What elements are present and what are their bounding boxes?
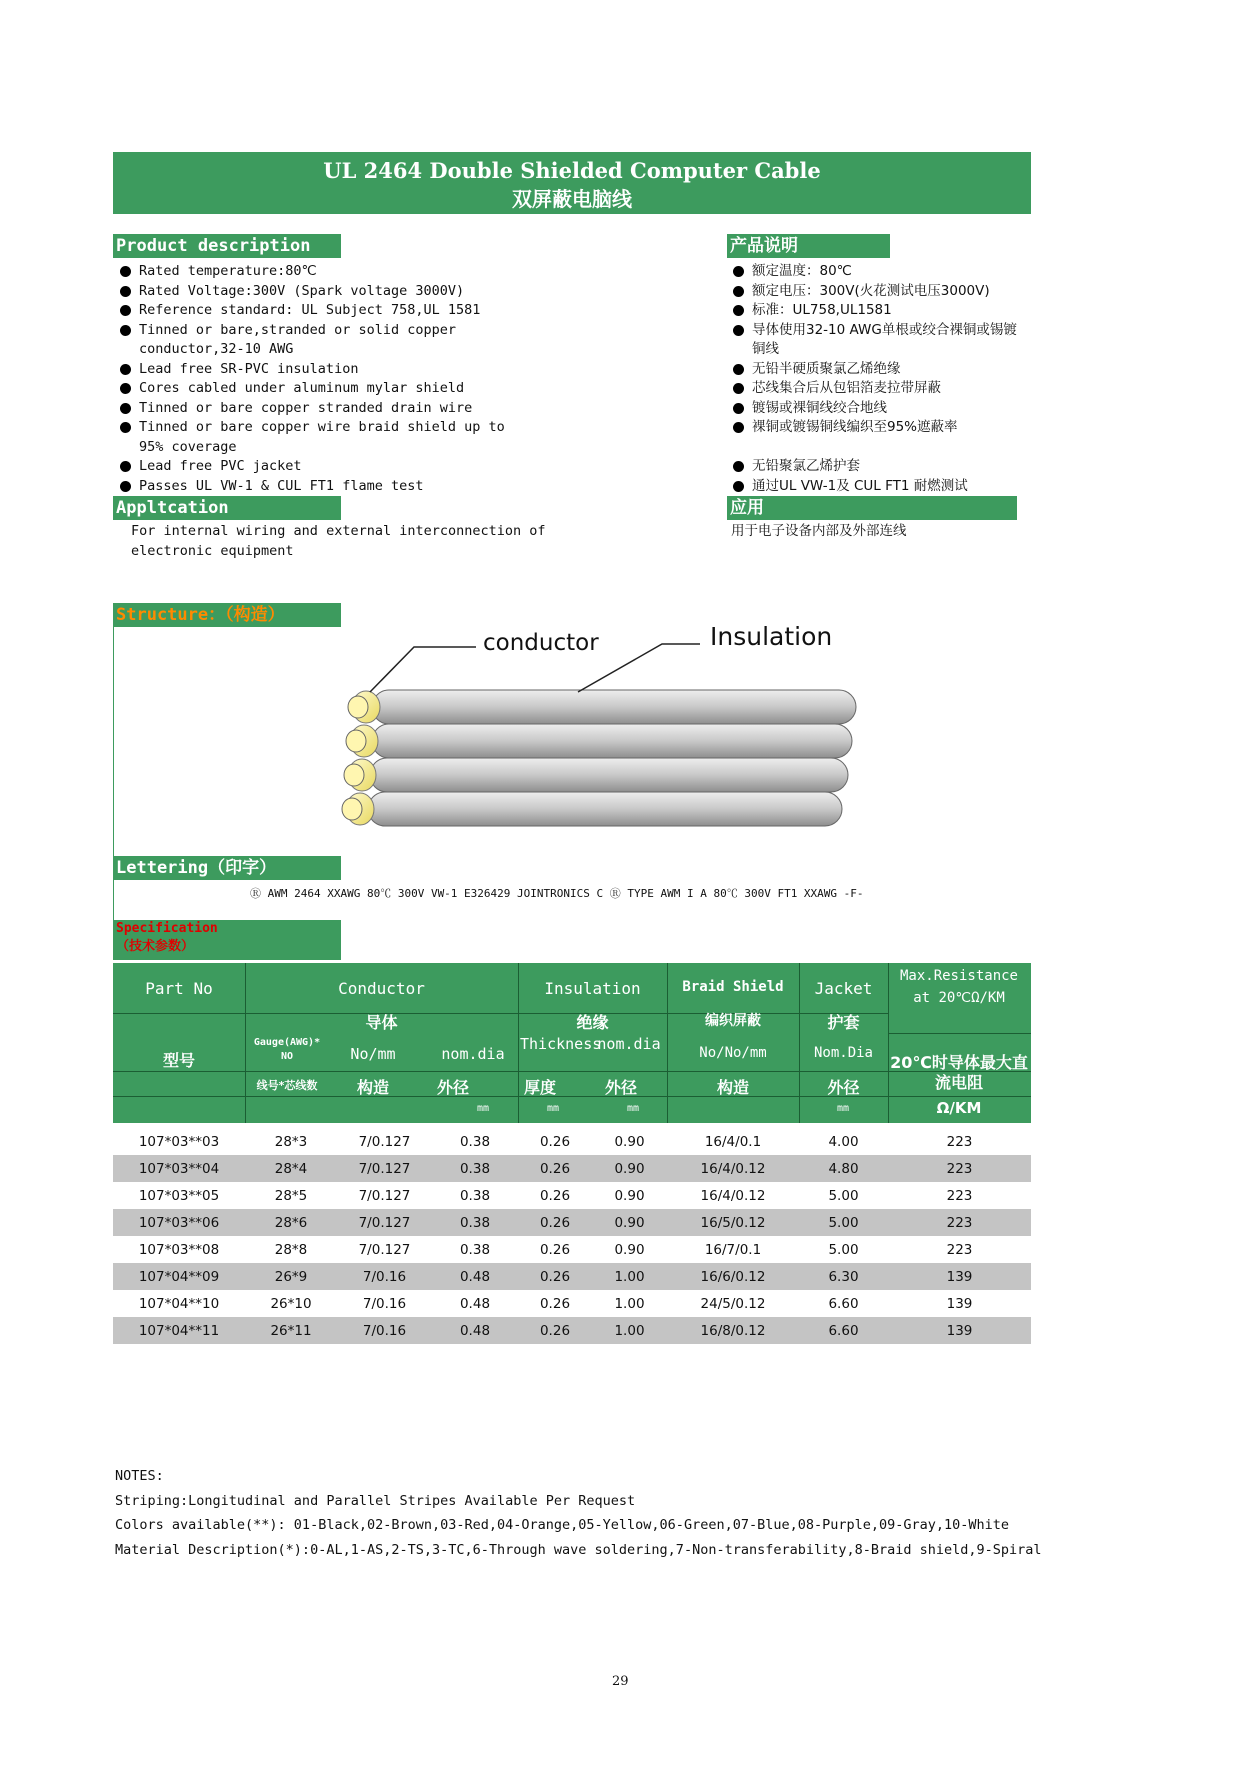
unit-mm: mm bbox=[626, 1103, 640, 1114]
table-cell: 16/8/0.12 bbox=[667, 1317, 799, 1344]
table-cell: 0.90 bbox=[592, 1155, 667, 1182]
table-cell: 0.90 bbox=[614, 1241, 645, 1258]
table-cell: 139 bbox=[888, 1317, 1031, 1344]
specification-heading-zh: （技术参数） bbox=[116, 939, 195, 954]
table-cell: 0.26 bbox=[518, 1317, 592, 1344]
table-cell: 24/5/0.12 bbox=[700, 1295, 766, 1312]
header-braid-sub: No/No/mm bbox=[699, 1045, 767, 1061]
unit-mm: mm bbox=[476, 1103, 490, 1114]
table-cell: 6.30 bbox=[799, 1263, 888, 1290]
table-cell: 16/4/0.1 bbox=[704, 1133, 762, 1150]
list-item: Cores cabled under aluminum mylar shield bbox=[116, 379, 526, 399]
table-cell: 7/0.127 bbox=[358, 1187, 411, 1204]
header-conductor-zh: 导体 bbox=[365, 1013, 398, 1032]
table-cell: 0.90 bbox=[592, 1209, 667, 1236]
table-cell: 7/0.127 bbox=[358, 1133, 411, 1150]
table-cell: 4.80 bbox=[799, 1155, 888, 1182]
table-cell: 0.38 bbox=[459, 1133, 491, 1150]
table-cell: 1.00 bbox=[592, 1263, 667, 1290]
table-cell: 7/0.16 bbox=[337, 1317, 432, 1344]
header-nom-dia: nom.dia bbox=[441, 1045, 505, 1063]
table-cell: 223 bbox=[888, 1155, 1031, 1182]
table-cell: 28*5 bbox=[274, 1187, 308, 1204]
header-resistance-unit: Ω/KM bbox=[936, 1099, 982, 1117]
table-cell: 26*10 bbox=[270, 1295, 312, 1312]
table-cell: 0.26 bbox=[518, 1155, 592, 1182]
header-conductor: Conductor bbox=[338, 979, 425, 998]
application-text-en: For internal wiring and external interconnection of electronic equipment bbox=[131, 523, 546, 559]
table-cell: 6.60 bbox=[828, 1295, 859, 1312]
cable-structure-diagram bbox=[330, 620, 890, 830]
title-zh: 双屏蔽电脑线 bbox=[512, 187, 632, 211]
table-cell: 16/4/0.12 bbox=[700, 1187, 766, 1204]
table-cell: 0.90 bbox=[614, 1133, 645, 1150]
spec-table-header bbox=[113, 963, 1031, 1123]
header-part-no: Part No bbox=[145, 979, 213, 998]
table-cell: 6.60 bbox=[799, 1317, 888, 1344]
notes-heading: NOTES: bbox=[115, 1468, 164, 1484]
header-insulation: Insulation bbox=[544, 979, 641, 998]
table-cell: 0.26 bbox=[539, 1295, 571, 1312]
table-cell: 4.00 bbox=[828, 1133, 859, 1150]
table-cell: 0.26 bbox=[539, 1241, 571, 1258]
header-no-mm: No/mm bbox=[350, 1045, 396, 1063]
unit-mm: mm bbox=[836, 1103, 850, 1114]
table-row bbox=[113, 1263, 1031, 1290]
table-cell: 7/0.127 bbox=[337, 1155, 432, 1182]
wire-3 bbox=[344, 758, 848, 792]
structure-divider bbox=[113, 627, 114, 862]
table-cell: 0.90 bbox=[614, 1187, 645, 1204]
table-cell: 0.26 bbox=[518, 1263, 592, 1290]
list-item: 芯线集合后从包铝箔麦拉带屏蔽 bbox=[729, 379, 1029, 399]
list-item: 通过UL VW-1及 CUL FT1 耐燃测试 bbox=[729, 477, 1029, 497]
header-ins-nom-dia-zh: 外径 bbox=[604, 1078, 637, 1097]
header-no-mm-zh: 构造 bbox=[356, 1078, 389, 1097]
list-item: Passes UL VW-1 & CUL FT1 flame test bbox=[116, 477, 526, 497]
table-cell: 139 bbox=[946, 1295, 973, 1312]
header-resistance: Max.Resistance at 20℃Ω/KM bbox=[899, 968, 1018, 1006]
header-jacket: Jacket bbox=[814, 979, 873, 998]
table-cell: 5.00 bbox=[828, 1187, 859, 1204]
title-bar bbox=[113, 152, 1031, 214]
table-row bbox=[113, 1290, 1031, 1317]
description-list-en bbox=[116, 262, 526, 496]
list-item: 镀锡或裸铜线绞合地线 bbox=[729, 399, 1029, 419]
table-cell: 0.38 bbox=[459, 1187, 491, 1204]
list-item: Tinned or bare copper wire braid shield up to 95% coverage bbox=[116, 418, 526, 457]
table-cell: 5.00 bbox=[799, 1209, 888, 1236]
table-cell: 5.00 bbox=[828, 1241, 859, 1258]
table-cell: 0.26 bbox=[518, 1209, 592, 1236]
application-heading: Appltcation bbox=[113, 496, 341, 520]
product-description-heading-zh: 产品说明 bbox=[727, 234, 890, 258]
table-cell: 0.38 bbox=[432, 1155, 518, 1182]
table-cell: 16/6/0.12 bbox=[667, 1263, 799, 1290]
table-cell: 7/0.16 bbox=[337, 1263, 432, 1290]
header-ins-nom-dia: nom.dia bbox=[597, 1035, 661, 1053]
table-cell: 0.26 bbox=[539, 1133, 571, 1150]
table-row bbox=[113, 1236, 1031, 1263]
list-item: Tinned or bare copper stranded drain wire bbox=[116, 399, 526, 419]
table-cell: 7/0.127 bbox=[337, 1209, 432, 1236]
header-thickness-zh: 厚度 bbox=[523, 1078, 556, 1097]
table-cell: 28*8 bbox=[274, 1241, 308, 1258]
table-cell: 107*03**06 bbox=[113, 1209, 245, 1236]
list-item: Reference standard: UL Subject 758,UL 1581 bbox=[116, 301, 526, 321]
table-row bbox=[113, 1155, 1031, 1182]
list-item: 额定电压：300V(火花测试电压3000V) bbox=[729, 282, 1029, 302]
conductor-label: conductor bbox=[483, 630, 599, 656]
table-cell: 223 bbox=[946, 1187, 973, 1204]
application-text-zh: 用于电子设备内部及外部连线 bbox=[731, 523, 907, 539]
table-cell: 107*03**05 bbox=[138, 1187, 220, 1204]
table-cell: 139 bbox=[888, 1263, 1031, 1290]
table-cell: 107*03**04 bbox=[113, 1155, 245, 1182]
table-cell: 16/4/0.12 bbox=[667, 1155, 799, 1182]
list-item: 额定温度：80℃ bbox=[729, 262, 1029, 282]
list-item: 无铅聚氯乙烯护套 bbox=[729, 457, 1029, 477]
header-jacket-sub-zh: 外径 bbox=[827, 1078, 860, 1097]
header-jacket-sub: Nom.Dia bbox=[813, 1045, 873, 1061]
header-insulation-zh: 绝缘 bbox=[576, 1013, 609, 1032]
table-cell: 107*04**10 bbox=[138, 1295, 220, 1312]
specification-heading-en: Specification bbox=[116, 921, 218, 936]
structure-heading: Structure：（构造） bbox=[113, 603, 341, 627]
table-cell: 107*03**08 bbox=[138, 1241, 220, 1258]
table-cell: 28*3 bbox=[274, 1133, 308, 1150]
unit-mm: mm bbox=[546, 1103, 560, 1114]
table-row bbox=[113, 1128, 1031, 1155]
table-cell: 107*03**03 bbox=[138, 1133, 220, 1150]
table-cell: 223 bbox=[888, 1209, 1031, 1236]
table-cell: 223 bbox=[946, 1241, 973, 1258]
table-cell: 26*9 bbox=[245, 1263, 337, 1290]
table-row bbox=[113, 1317, 1031, 1344]
product-description-heading: Product description bbox=[113, 234, 341, 258]
list-item: Tinned or bare,stranded or solid copper conductor,32-10 AWG bbox=[116, 321, 526, 360]
table-cell: 0.38 bbox=[459, 1241, 491, 1258]
notes bbox=[115, 1464, 1042, 1562]
list-item: 标准：UL758,UL1581 bbox=[729, 301, 1029, 321]
list-item: Rated Voltage:300V (Spark voltage 3000V) bbox=[116, 282, 526, 302]
list-item: 导体使用32-10 AWG单根或绞合裸铜或锡镀铜线 bbox=[729, 321, 1029, 360]
header-braid-zh: 编织屏蔽 bbox=[705, 1013, 761, 1029]
notes-line: Striping:Longitudinal and Parallel Stripes Available Per Request bbox=[115, 1492, 636, 1509]
notes-line: Colors available(**): 01-Black,02-Brown,03-Red,04-Orange,05-Yellow,06-Green,07-Blue,08-Purple,09-Gray,10-White bbox=[115, 1517, 1010, 1533]
specification-heading bbox=[113, 920, 341, 960]
wire-2 bbox=[346, 724, 852, 758]
application-heading-zh: 应用 bbox=[727, 496, 1017, 520]
table-cell: 7/0.16 bbox=[362, 1295, 407, 1312]
header-braid-sub-zh: 构造 bbox=[716, 1078, 749, 1097]
table-cell: 0.48 bbox=[432, 1263, 518, 1290]
table-cell: 16/7/0.1 bbox=[704, 1241, 762, 1258]
table-cell: 1.00 bbox=[614, 1295, 645, 1312]
list-item: Rated temperature:80℃ bbox=[116, 262, 526, 282]
table-cell: 16/5/0.12 bbox=[667, 1209, 799, 1236]
title-en: UL 2464 Double Shielded Computer Cable bbox=[323, 158, 821, 183]
table-cell: 0.48 bbox=[459, 1295, 491, 1312]
table-cell: 26*11 bbox=[245, 1317, 337, 1344]
header-nom-dia-zh: 外径 bbox=[436, 1078, 469, 1097]
list-item: Lead free SR-PVC insulation bbox=[116, 360, 526, 380]
header-thickness: Thickness bbox=[520, 1035, 602, 1053]
table-cell: 0.26 bbox=[539, 1187, 571, 1204]
wire-4 bbox=[342, 792, 842, 826]
table-cell: 28*6 bbox=[245, 1209, 337, 1236]
header-jacket-zh: 护套 bbox=[827, 1013, 860, 1032]
list-item: 无铅半硬质聚氯乙烯绝缘 bbox=[729, 360, 1029, 380]
insulation-label: Insulation bbox=[710, 622, 833, 651]
notes-line: Material Description(*):0-AL,1-AS,2-TS,3-TC,6-Through wave soldering,7-Non-transferability,8-Braid shield,9-Spiral bbox=[115, 1541, 1042, 1558]
wire-1 bbox=[348, 690, 856, 724]
lettering-heading: Lettering（印字） bbox=[113, 856, 341, 880]
table-cell: 28*4 bbox=[245, 1155, 337, 1182]
table-cell: 0.38 bbox=[432, 1209, 518, 1236]
table-cell: 7/0.127 bbox=[358, 1241, 411, 1258]
header-gauge: Gauge(AWG)* NO bbox=[253, 1037, 321, 1062]
lettering-divider bbox=[113, 880, 114, 920]
table-cell: 107*04**11 bbox=[113, 1317, 245, 1344]
table-row bbox=[113, 1182, 1031, 1209]
page-number: 29 bbox=[612, 1674, 629, 1689]
header-gauge-zh: 线号*芯线数 bbox=[256, 1079, 318, 1092]
list-item: 裸铜或镀锡铜线编织至95%遮蔽率 bbox=[729, 418, 1029, 438]
conductor-leader-line bbox=[370, 647, 476, 692]
spec-table bbox=[113, 1128, 1031, 1344]
table-cell: 223 bbox=[946, 1133, 973, 1150]
table-row bbox=[113, 1209, 1031, 1236]
lettering-text: Ⓡ AWM 2464 XXAWG 80℃ 300V VW-1 E326429 JOINTRONICS C Ⓡ TYPE AWM I A 80℃ 300V FT1 XXAWG -F- bbox=[250, 887, 864, 900]
table-cell: 1.00 bbox=[592, 1317, 667, 1344]
header-part-no-zh: 型号 bbox=[162, 1051, 195, 1070]
table-cell: 107*04**09 bbox=[113, 1263, 245, 1290]
header-resistance-zh: 20℃时导体最大直流电阻 bbox=[890, 1053, 1028, 1092]
list-item: Lead free PVC jacket bbox=[116, 457, 526, 477]
table-cell: 0.48 bbox=[432, 1317, 518, 1344]
header-braid: Braid Shield bbox=[682, 979, 784, 995]
description-list-zh bbox=[729, 262, 1029, 496]
